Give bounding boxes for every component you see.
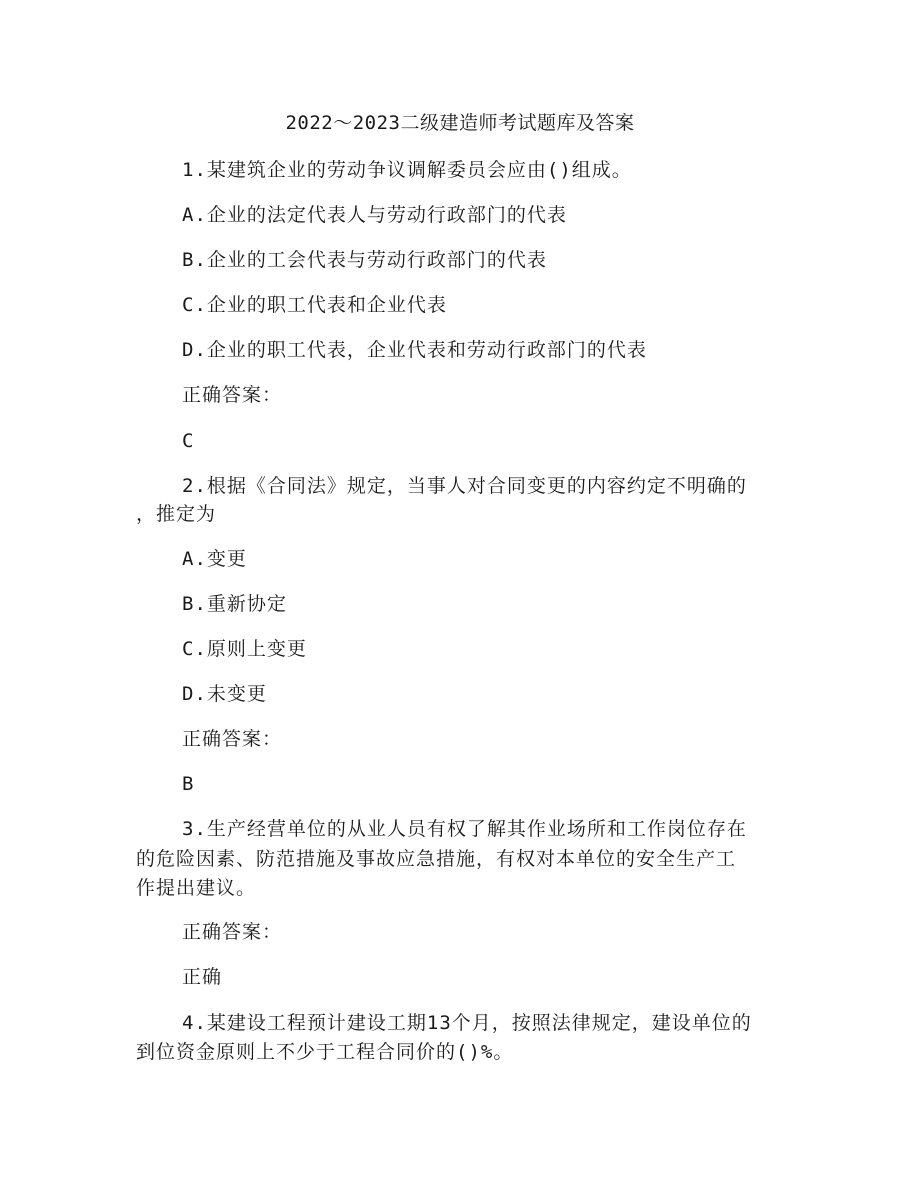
question-3-answer: 正确 <box>182 966 223 988</box>
document-title: 2022～2023二级建造师考试题库及答案 <box>285 112 635 134</box>
question-2-option-a: A.变更 <box>182 548 247 570</box>
question-1-option-b: B.企业的工会代表与劳动行政部门的代表 <box>182 249 547 271</box>
question-2-answer: B <box>182 773 195 795</box>
question-2-answer-label: 正确答案： <box>182 728 283 750</box>
question-4-stem-line-2: 到位资金原则上不少于工程合同价的()%。 <box>136 1041 514 1063</box>
question-1-answer-label: 正确答案： <box>182 384 283 406</box>
question-2-option-c: C.原则上变更 <box>182 638 307 660</box>
question-1-option-d: D.企业的职工代表，企业代表和劳动行政部门的代表 <box>182 339 647 361</box>
question-2-option-d: D.未变更 <box>182 683 267 705</box>
question-3-answer-label: 正确答案： <box>182 921 283 943</box>
question-4-stem-line-1: 4.某建设工程预计建设工期13个月，按照法律规定，建设单位的 <box>182 1012 752 1034</box>
question-1-option-a: A.企业的法定代表人与劳动行政部门的代表 <box>182 204 567 226</box>
question-3-stem-line-1: 3.生产经营单位的从业人员有权了解其作业场所和工作岗位存在 <box>182 818 747 840</box>
question-2-stem-line-1: 2.根据《合同法》规定，当事人对合同变更的内容约定不明确的 <box>182 475 747 497</box>
question-1-option-c: C.企业的职工代表和企业代表 <box>182 294 447 316</box>
question-1-answer: C <box>182 430 195 452</box>
question-3-stem-line-3: 作提出建议。 <box>136 877 257 899</box>
question-3-stem-line-2: 的危险因素、防范措施及事故应急措施，有权对本单位的安全生产工 <box>136 848 737 870</box>
question-2-option-b: B.重新协定 <box>182 593 287 615</box>
question-1-stem: 1.某建筑企业的劳动争议调解委员会应由()组成。 <box>182 159 632 181</box>
question-2-stem-line-2: ，推定为 <box>136 503 217 525</box>
